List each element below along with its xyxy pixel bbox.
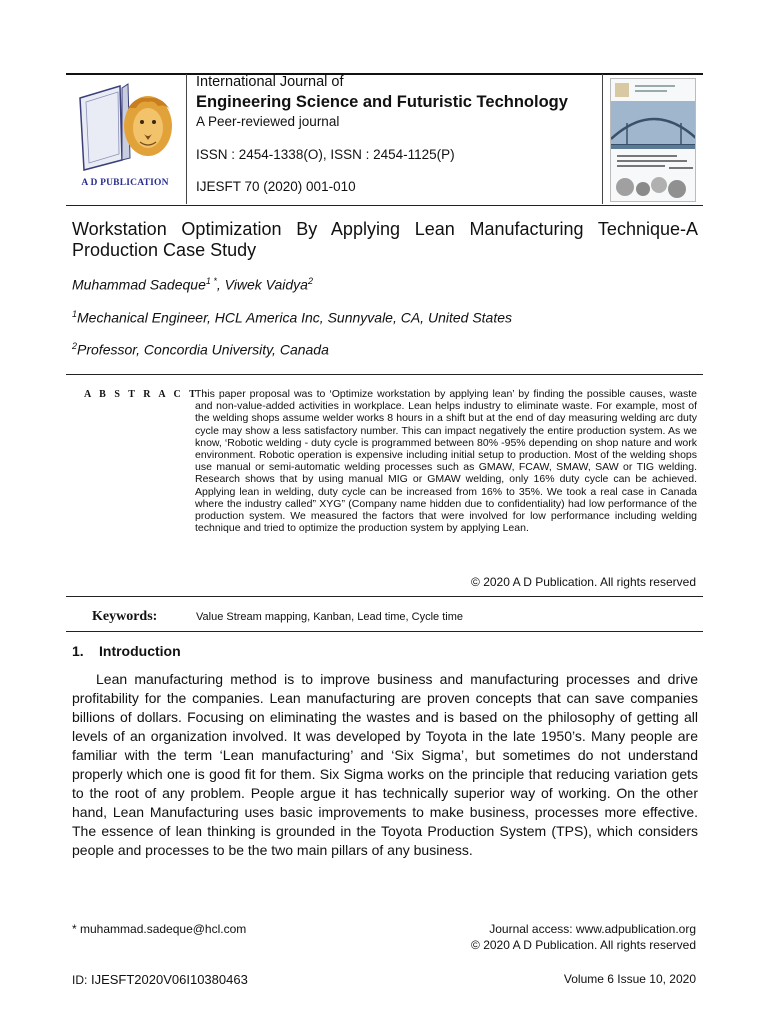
journal-name: Engineering Science and Futuristic Technology xyxy=(196,93,568,111)
journal-issn: ISSN : 2454-1338(O), ISSN : 2454-1125(P) xyxy=(196,147,455,162)
header-bottom-rule xyxy=(66,205,703,206)
keywords-text: Value Stream mapping, Kanban, Lead time, Cycle time xyxy=(196,611,463,623)
section-title: Introduction xyxy=(99,643,181,659)
abstract-text: This paper proposal was to ‘Optimize workstation by applying lean’ by finding the possible causes, waste and non-value-added activities in workplace. Lean helps industry to eliminate waste. For example, most of the welding shops assume welder works 8 hours in a shift but at the end of day measuring welding arc duty cycle may show a less satisfactory number. This can impact negatively the entire production system. As we know, ‘Robotic welding - duty cycle is programmed between 80% -95% depending on shop nature and work environment. Robotic operation is expensive including initial setup to production. Most of the welding shops use manual or semi-automatic welding processes such as GMAW, FCAW, SMAW, SAW or TIG welding. Research shows that by using manual MIG or GMAW welding, only 16% duty cycle can be achieved. Applying lean in welding, duty cycle can be increased from 16% to 35%. We took a real case in Canada where the industry called” XYG” (Company name hidden due to confidentiality) had low performance of the production system. We measured the factors that were involved for low performance including welding technique and tried to optimize the production system by applying Lean. xyxy=(195,388,697,535)
introduction-text: Lean manufacturing method is to improve business and manufacturing processes and drive profitability for the companies. Lean manufacturing are proven concepts that can save companies billions of dollars. Focusing on eliminating the wastes and is based on the philosophy of getting all levels of an organization involved. It was developed by Toyota in the late 1950’s. Many people are familiar with the term ‘Lean manufacturing’ and ‘Six Sigma’, but sometimes do not understand properly which one is good fit for them. Six Sigma works on the principle that reducing variation gets to the root of any problem. People argue it has technically superior way of working. On the other hand, Lean Manufacturing uses basic improvements to make business, processes more effective. The essence of lean thinking is grounded in the Toyota Production System (TPS), which considers people and processes to be the two main pillars of any business. xyxy=(72,671,698,858)
corresponding-email: * muhammad.sadeque@hcl.com xyxy=(72,922,247,936)
article-authors xyxy=(72,276,313,293)
author-2: , Viwek Vaidya xyxy=(216,276,308,293)
article-title-line2: Production Case Study xyxy=(72,240,257,260)
author-2-marker: 2 xyxy=(307,276,313,286)
keywords-label: Keywords: xyxy=(92,609,158,624)
journal-citation: IJESFT 70 (2020) 001-010 xyxy=(196,179,356,194)
publisher-logo xyxy=(70,78,180,196)
abstract-top-rule xyxy=(66,374,703,375)
journal-cover xyxy=(610,78,696,202)
journal-access: Journal access: www.adpublication.org xyxy=(489,922,696,936)
article-id xyxy=(72,972,248,987)
article-title-line1: Workstation Optimization By Applying Lean Manufacturing Technique-A xyxy=(72,219,698,239)
volume-issue: Volume 6 Issue 10, 2020 xyxy=(563,972,696,986)
abstract-label: A B S T R A C T : xyxy=(84,389,211,400)
header-divider-left xyxy=(186,74,187,204)
affiliation-1-text: Mechanical Engineer, HCL America Inc, Sunnyvale, CA, United States xyxy=(77,309,513,326)
introduction-paragraph xyxy=(72,670,698,860)
abstract-copyright: © 2020 A D Publication. All rights reserved xyxy=(471,575,696,589)
affiliation-1 xyxy=(72,309,512,326)
affiliation-1-marker: 1 xyxy=(72,309,78,319)
author-1-marker: 1 * xyxy=(205,276,217,286)
article-id-label: ID: xyxy=(72,973,88,987)
affiliation-2 xyxy=(72,341,329,358)
section-heading-introduction xyxy=(72,643,181,659)
article-id-value: IJESFT2020V06I10380463 xyxy=(90,972,248,987)
author-1: Muhammad Sadeque xyxy=(72,276,206,293)
keywords-top-rule xyxy=(66,596,703,597)
book-lion-logo-icon xyxy=(70,78,180,176)
footer-copyright: © 2020 A D Publication. All rights reserved xyxy=(471,938,696,952)
section-number: 1. xyxy=(72,643,84,659)
journal-peer-reviewed: A Peer-reviewed journal xyxy=(196,114,340,129)
affiliation-2-marker: 2 xyxy=(72,341,78,351)
header-top-rule xyxy=(66,73,703,75)
journal-intro: International Journal of xyxy=(196,74,344,90)
journal-cover-icon xyxy=(611,79,696,202)
keywords-bottom-rule xyxy=(66,631,703,632)
header-divider-right xyxy=(602,74,603,204)
publisher-logo-text: A D PUBLICATION xyxy=(81,178,169,188)
article-title xyxy=(72,219,698,261)
affiliation-2-text: Professor, Concordia University, Canada xyxy=(77,341,329,358)
